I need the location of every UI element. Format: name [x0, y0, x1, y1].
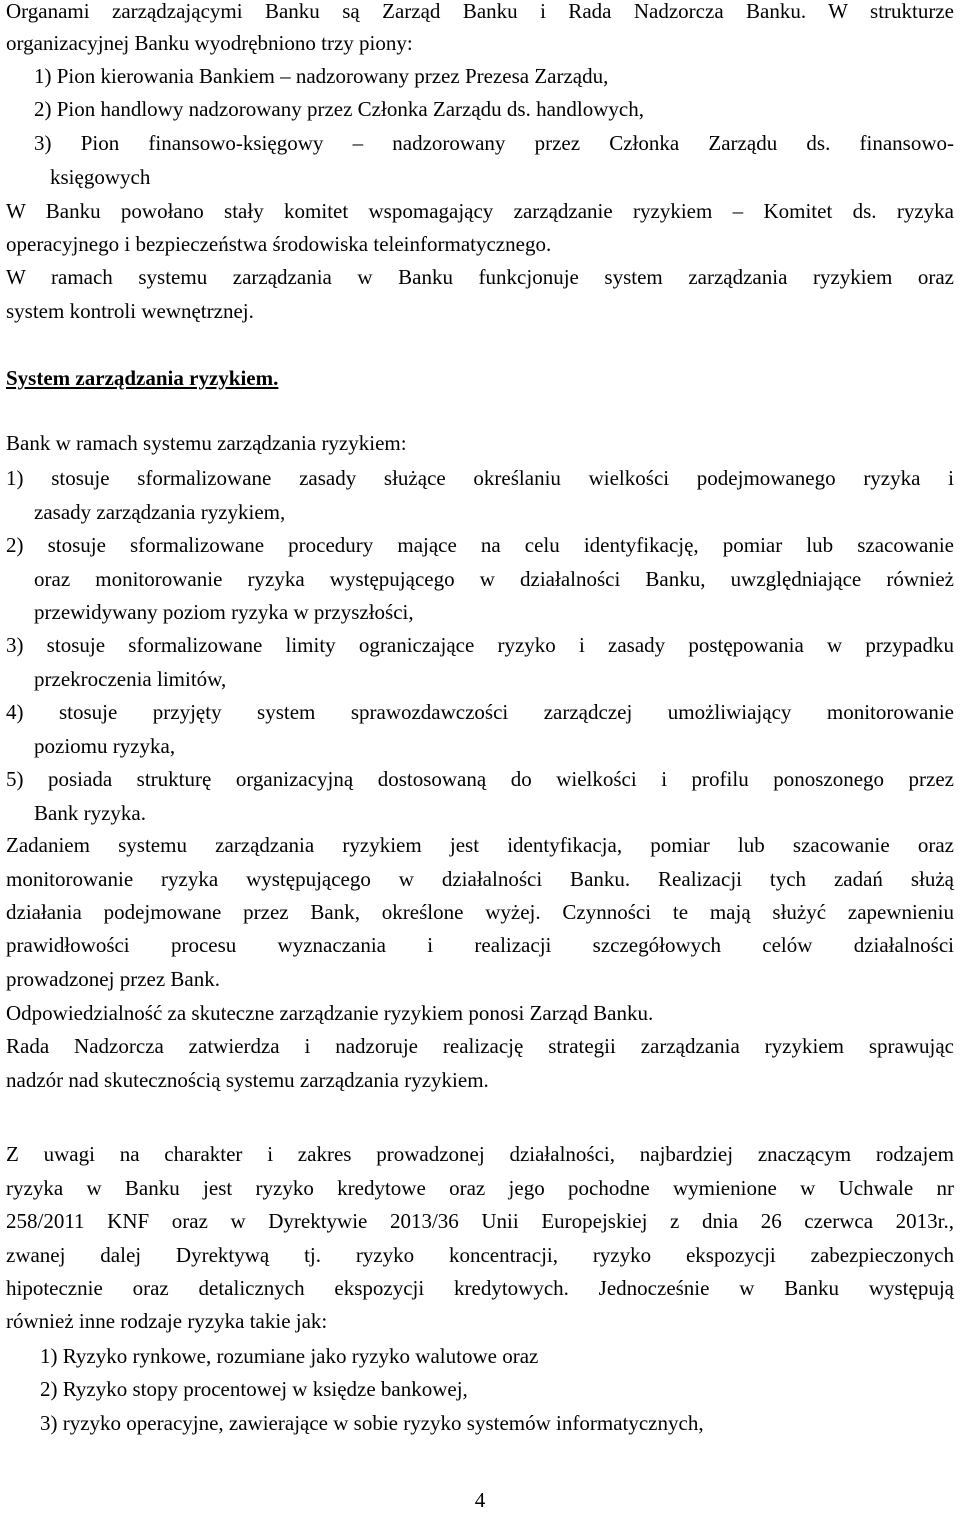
- risk-system-item-continuation: oraz monitorowanie ryzyka występującego w działalności Banku, uwzględniające również: [34, 567, 954, 591]
- board-paragraph-line: nadzór nad skutecznością systemu zarządzania ryzykiem.: [6, 1068, 489, 1092]
- risk-system-item-continuation: zasady zarządzania ryzykiem,: [34, 500, 286, 524]
- section-lead: Bank w ramach systemu zarządzania ryzykiem:: [6, 431, 407, 455]
- risk-system-item: 1) stosuje sformalizowane zasady służące określaniu wielkości podejmowanego ryzyka i: [6, 466, 954, 490]
- risk-paragraph-line: Z uwagi na charakter i zakres prowadzonej działalności, najbardziej znaczącym rodzajem: [6, 1142, 954, 1166]
- section-heading: System zarządzania ryzykiem.: [6, 366, 279, 390]
- page-number: 4: [474, 1488, 486, 1512]
- risk-paragraph-line: hipotecznie oraz detalicznych ekspozycji kredytowych. Jednocześnie w Banku występują: [6, 1276, 954, 1300]
- risk-type-item: 2) Ryzyko stopy procentowej w księdze bankowej,: [40, 1377, 468, 1401]
- risk-type-item: 3) ryzyko operacyjne, zawierające w sobie ryzyko systemów informatycznych,: [40, 1411, 704, 1435]
- control-system-paragraph-line: system kontroli wewnętrznej.: [6, 299, 254, 323]
- pion-list-item: 1) Pion kierowania Bankiem – nadzorowany przez Prezesa Zarządu,: [34, 64, 609, 88]
- risk-system-item-continuation: przewidywany poziom ryzyka w przyszłości,: [34, 600, 414, 624]
- pion-list-item: 2) Pion handlowy nadzorowany przez Członka Zarządu ds. handlowych,: [34, 97, 644, 121]
- committee-paragraph-line: W Banku powołano stały komitet wspomagający zarządzanie ryzykiem – Komitet ds. ryzyka: [6, 199, 954, 223]
- risk-system-item: 3) stosuje sformalizowane limity ograniczające ryzyko i zasady postępowania w przypadku: [6, 633, 954, 657]
- risk-paragraph-line: również inne rodzaje ryzyka takie jak:: [6, 1309, 328, 1333]
- risk-type-item: 1) Ryzyko rynkowe, rozumiane jako ryzyko walutowe oraz: [40, 1344, 539, 1368]
- task-paragraph-line: działania podejmowane przez Bank, określone wyżej. Czynności te mają służyć zapewnieniu: [6, 900, 954, 924]
- committee-paragraph-line: operacyjnego i bezpieczeństwa środowiska teleinformatycznego.: [6, 232, 552, 256]
- risk-system-item: 4) stosuje przyjęty system sprawozdawczości zarządczej umożliwiający monitorowanie: [6, 700, 954, 724]
- pion-list-item: 3) Pion finansowo-księgowy – nadzorowany przez Członka Zarządu ds. finansowo-: [34, 131, 954, 155]
- risk-paragraph-line: ryzyka w Banku jest ryzyko kredytowe oraz jego pochodne wymienione w Uchwale nr: [6, 1176, 954, 1200]
- pion-list-item-continuation: księgowych: [50, 165, 151, 189]
- risk-system-item: 2) stosuje sformalizowane procedury mające na celu identyfikację, pomiar lub szacowanie: [6, 533, 954, 557]
- task-paragraph-line: prawidłowości procesu wyznaczania i realizacji szczegółowych celów działalności: [6, 933, 954, 957]
- risk-system-item-continuation: Bank ryzyka.: [34, 801, 146, 825]
- risk-system-item-continuation: poziomu ryzyka,: [34, 734, 176, 758]
- board-paragraph-line: Rada Nadzorcza zatwierdza i nadzoruje realizację strategii zarządzania ryzykiem sprawując: [6, 1034, 954, 1058]
- control-system-paragraph-line: W ramach systemu zarządzania w Banku funkcjonuje system zarządzania ryzykiem oraz: [6, 265, 954, 289]
- task-paragraph-line: Zadaniem systemu zarządzania ryzykiem jest identyfikacja, pomiar lub szacowanie oraz: [6, 833, 954, 857]
- intro-paragraph-line: organizacyjnej Banku wyodrębniono trzy piony:: [6, 31, 413, 55]
- task-paragraph-line: monitorowanie ryzyka występującego w działalności Banku. Realizacji tych zadań służą: [6, 867, 954, 891]
- risk-system-item-continuation: przekroczenia limitów,: [34, 667, 227, 691]
- task-paragraph-line: prowadzonej przez Bank.: [6, 967, 220, 991]
- intro-paragraph-line: Organami zarządzającymi Banku są Zarząd Banku i Rada Nadzorcza Banku. W strukturze: [6, 0, 954, 23]
- risk-system-item: 5) posiada strukturę organizacyjną dostosowaną do wielkości i profilu ponoszonego przez: [6, 767, 954, 791]
- risk-paragraph-line: 258/2011 KNF oraz w Dyrektywie 2013/36 Unii Europejskiej z dnia 26 czerwca 2013r.,: [6, 1209, 954, 1233]
- responsibility-paragraph: Odpowiedzialność za skuteczne zarządzanie ryzykiem ponosi Zarząd Banku.: [6, 1001, 654, 1025]
- risk-paragraph-line: zwanej dalej Dyrektywą tj. ryzyko koncentracji, ryzyko ekspozycji zabezpieczonych: [6, 1243, 954, 1267]
